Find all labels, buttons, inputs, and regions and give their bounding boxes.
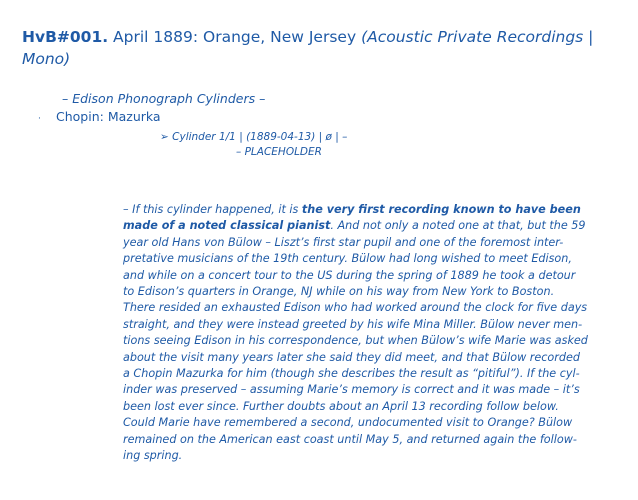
work-item [38,108,161,128]
entry-id: HvB#001. [22,28,109,46]
description-line: a Chopin Mazurka for him (though she describes the result as “pitiful”). If the cyl- [123,367,580,381]
entry-subtitle-continued: Mono) [22,50,71,68]
cylinder-placeholder: – PLACEHOLDER [236,146,322,158]
description-line: pretative musicians of the 19th century. Bülow had long wished to meet Edison, [123,252,572,266]
arrow-icon: ➢ [160,131,169,143]
cylinder-info [160,130,347,145]
description-line: Could Marie have remembered a second, undocumented visit to Orange? Bülow [123,416,573,430]
description-line: inder was preserved – assuming Marie’s memory is correct and it was made – it’s [123,383,580,397]
section-label: – Edison Phonograph Cylinders – [62,91,266,106]
description-line [123,202,593,218]
entry-subtitle: (Acoustic Private Recordings | [361,28,594,46]
description-emphasis: the very first recording known to have been [301,203,581,216]
description-line: been lost ever since. Further doubts about an April 13 recording follow below. [123,399,559,413]
description-text: – If this cylinder happened, it is [123,203,302,216]
description-emphasis: made of a noted classical pianist [123,219,331,233]
description-line: about the visit many years later she said they did meet, and that Bülow recorded [123,350,580,364]
bullet-icon: · [38,114,41,124]
description-line: tions seeing Edison in his correspondence, but when Bülow’s wife Marie was asked [123,334,588,348]
entry-title: April 1889: Orange, New Jersey [108,28,362,46]
description-line: There resided an exhausted Edison who had worked around the clock for five days [123,301,588,315]
description-text: . And not only a noted one at that, but the 59 [330,219,586,233]
description-line: and while on a concert tour to the US during the spring of 1889 he took a detour [123,268,576,282]
description-paragraph [123,202,593,465]
description-line: year old Hans von Bülow – Liszt’s first star pupil and one of the foremost inter- [123,235,564,249]
description-line: straight, and they were instead greeted by his wife Mina Miller. Bülow never men- [123,317,583,331]
description-line: ing spring. [123,449,183,463]
description-line: remained on the American east coast until May 5, and returned again the follow- [123,432,577,446]
description-line: to Edison’s quarters in Orange, NJ while on his way from New York to Boston. [123,285,555,299]
description-line [123,218,593,234]
work-title: Chopin: Mazurka [56,109,161,124]
entry-heading [22,26,622,70]
cylinder-details: Cylinder 1/1 | (1889-04-13) | ø | – [168,131,348,143]
